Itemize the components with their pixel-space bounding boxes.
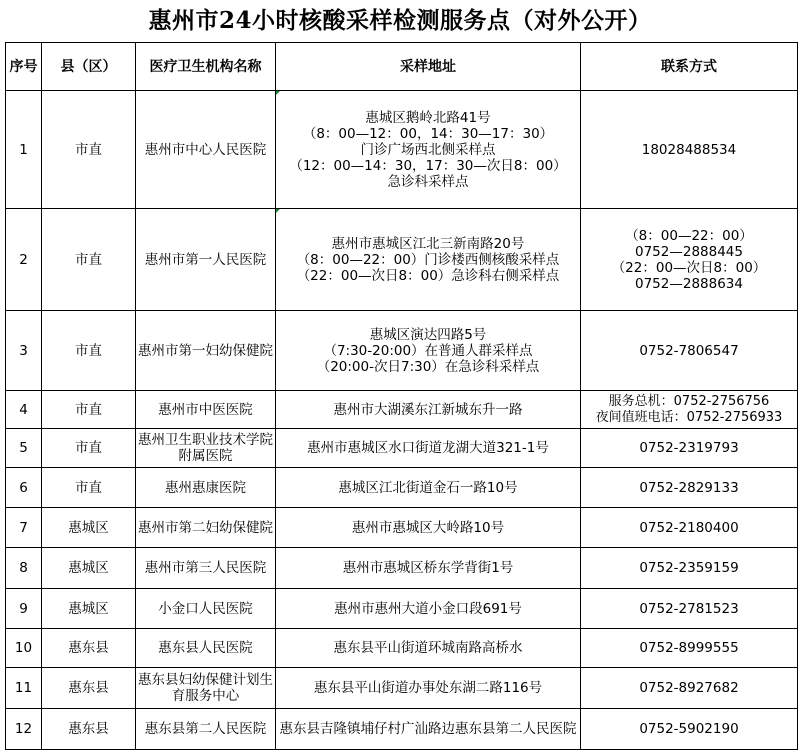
row-number: 5 — [6, 429, 42, 468]
row-county: 市直 — [42, 91, 136, 209]
address-line: （8：00—12：00，14：30—17：30） — [302, 125, 554, 142]
contact-line: （22：00—次日8：00） — [611, 259, 767, 276]
row-number: 2 — [6, 209, 42, 311]
table-row — [6, 589, 798, 629]
row-contact — [581, 91, 798, 209]
row-address — [276, 311, 581, 391]
row-address — [276, 209, 581, 311]
contact-line: （8：00—22：00） — [625, 227, 753, 244]
header-contact: 联系方式 — [581, 43, 798, 91]
address-line: 惠东县平山街道办事处东湖二路116号 — [313, 680, 543, 696]
testing-sites-table — [5, 42, 798, 750]
table-row — [6, 91, 798, 209]
header-county: 县（区） — [42, 43, 136, 91]
row-institution: 惠东县妇幼保健计划生育服务中心 — [136, 668, 276, 709]
row-contact — [581, 668, 798, 709]
row-county: 市直 — [42, 429, 136, 468]
address-line: 惠州市惠城区桥东学背街1号 — [342, 560, 514, 576]
row-number: 12 — [6, 709, 42, 750]
table-row — [6, 429, 798, 468]
address-line: （8：00—22：00）门诊楼西侧核酸采样点 — [296, 251, 560, 268]
row-address — [276, 508, 581, 548]
row-number: 6 — [6, 468, 42, 508]
page-title: 惠州市24小时核酸采样检测服务点（对外公开） — [148, 7, 652, 34]
row-county: 市直 — [42, 311, 136, 391]
table-row — [6, 508, 798, 548]
row-institution: 惠州市第二妇幼保健院 — [136, 508, 276, 548]
row-county: 惠城区 — [42, 508, 136, 548]
address-line: 惠城区演达四路5号 — [369, 326, 487, 343]
contact-line: 0752-5902190 — [639, 721, 739, 737]
table-row — [6, 668, 798, 709]
row-contact — [581, 629, 798, 668]
address-line: 惠州市惠城区大岭路10号 — [351, 519, 505, 536]
row-address — [276, 548, 581, 589]
address-line: （20:00-次日7:30）在急诊科采样点 — [316, 358, 540, 375]
row-address — [276, 709, 581, 750]
row-contact — [581, 311, 798, 391]
row-county: 市直 — [42, 209, 136, 311]
address-line: （7:30-20:00）在普通人群采样点 — [323, 342, 533, 359]
row-number: 1 — [6, 91, 42, 209]
row-address — [276, 589, 581, 629]
contact-line: 0752-2781523 — [639, 600, 739, 617]
row-institution: 惠州市中医医院 — [136, 391, 276, 429]
contact-line: 服务总机：0752-2756756 — [608, 393, 770, 409]
table-row — [6, 468, 798, 508]
contact-line: 0752-8999555 — [639, 640, 739, 656]
row-contact — [581, 589, 798, 629]
row-institution: 惠东县第二人民医院 — [136, 709, 276, 750]
row-contact — [581, 429, 798, 468]
address-line: 惠城区鹅岭北路41号 — [365, 109, 491, 126]
row-contact — [581, 508, 798, 548]
table-body — [6, 91, 798, 750]
row-number: 4 — [6, 391, 42, 429]
row-number: 10 — [6, 629, 42, 668]
address-line: 门诊广场西北侧采样点 — [360, 141, 496, 158]
row-county: 市直 — [42, 468, 136, 508]
row-institution: 小金口人民医院 — [136, 589, 276, 629]
table-row — [6, 391, 798, 429]
address-line: （12：00—14：30，17：30—次日8：00） — [289, 157, 567, 174]
row-number: 3 — [6, 311, 42, 391]
header-institution: 医疗卫生机构名称 — [136, 43, 276, 91]
contact-line: 0752—2888445 — [635, 243, 743, 260]
address-line: 惠东县吉隆镇埔仔村广汕路边惠东县第二人民医院 — [279, 721, 577, 737]
row-institution: 惠州市第三人民医院 — [136, 548, 276, 589]
row-contact — [581, 468, 798, 508]
row-contact — [581, 391, 798, 429]
contact-line: 0752-2319793 — [639, 440, 739, 456]
table-row — [6, 311, 798, 391]
row-contact — [581, 709, 798, 750]
row-county: 惠城区 — [42, 548, 136, 589]
contact-line: 18028488534 — [641, 141, 737, 158]
row-address — [276, 629, 581, 668]
row-county: 惠东县 — [42, 629, 136, 668]
row-institution: 惠州市第一人民医院 — [136, 209, 276, 311]
row-address — [276, 668, 581, 709]
address-line: 惠州市惠城区水口街道龙湖大道321-1号 — [307, 440, 549, 456]
row-institution: 惠州惠康医院 — [136, 468, 276, 508]
contact-line: 0752-2359159 — [639, 560, 739, 576]
contact-line: 0752-8927682 — [639, 680, 739, 696]
table-row — [6, 209, 798, 311]
table-row — [6, 548, 798, 589]
row-county: 惠城区 — [42, 589, 136, 629]
row-number: 11 — [6, 668, 42, 709]
row-institution: 惠州市中心人民医院 — [136, 91, 276, 209]
row-number: 9 — [6, 589, 42, 629]
contact-line: 夜间值班电话：0752-2756933 — [595, 409, 783, 425]
address-line: 惠东县平山街道环城南路高桥水 — [333, 640, 523, 656]
contact-line: 0752-2180400 — [639, 519, 739, 536]
row-institution: 惠东县人民医院 — [136, 629, 276, 668]
row-number: 8 — [6, 548, 42, 589]
row-contact — [581, 548, 798, 589]
row-address — [276, 429, 581, 468]
contact-line: 0752-7806547 — [639, 342, 739, 359]
address-line: 急诊科采样点 — [387, 173, 469, 190]
row-institution: 惠州市第一妇幼保健院 — [136, 311, 276, 391]
header-row — [6, 43, 798, 91]
header-no: 序号 — [6, 43, 42, 91]
row-number: 7 — [6, 508, 42, 548]
row-address — [276, 391, 581, 429]
address-line: 惠城区江北街道金石一路10号 — [338, 479, 518, 496]
header-address: 采样地址 — [276, 43, 581, 91]
row-county: 市直 — [42, 391, 136, 429]
address-line: 惠州市惠州大道小金口段691号 — [334, 600, 522, 617]
table-row — [6, 629, 798, 668]
row-county: 惠东县 — [42, 709, 136, 750]
row-address — [276, 468, 581, 508]
row-institution: 惠州卫生职业技术学院附属医院 — [136, 429, 276, 468]
contact-line: 0752-2829133 — [639, 479, 739, 496]
address-line: （22：00—次日8：00）急诊科右侧采样点 — [296, 267, 560, 284]
table-row — [6, 709, 798, 750]
contact-line: 0752—2888634 — [635, 275, 743, 292]
address-line: 惠州市大湖溪东江新城东升一路 — [333, 401, 523, 418]
address-line: 惠州市惠城区江北三新南路20号 — [331, 235, 525, 252]
row-contact — [581, 209, 798, 311]
row-county: 惠东县 — [42, 668, 136, 709]
row-address — [276, 91, 581, 209]
